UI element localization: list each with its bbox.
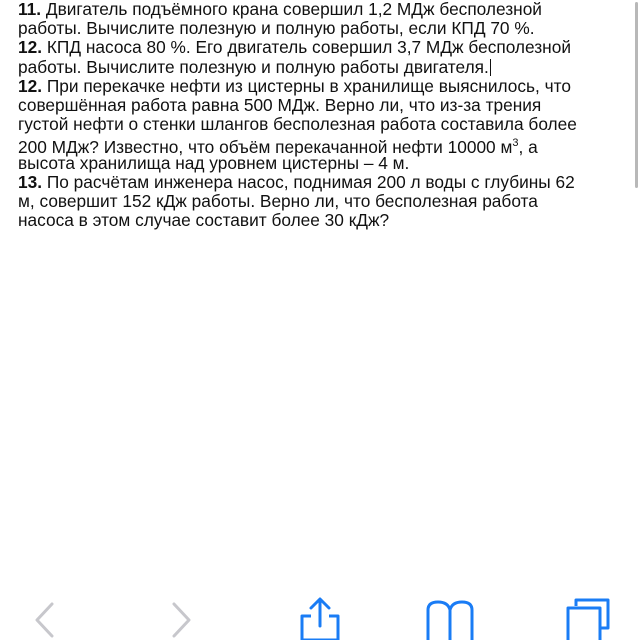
- back-button[interactable]: [22, 594, 66, 640]
- scrollbar[interactable]: [635, 2, 638, 188]
- text-line: [18, 77, 630, 96]
- text-line: [18, 19, 630, 38]
- text-line: [18, 115, 630, 134]
- text-line: [18, 134, 630, 158]
- chevron-left-icon: [22, 594, 66, 640]
- text-line: [18, 211, 630, 230]
- chevron-right-icon: [160, 594, 204, 640]
- line-text: Двигатель подъёмного крана совершил 1,2 МДж бесполезной: [41, 0, 542, 19]
- text-line: [18, 192, 630, 211]
- problem-number: 13.: [18, 171, 43, 192]
- bookmarks-button[interactable]: [420, 594, 480, 640]
- line-text: При перекачке нефти из цистерны в хранилище выяснилось, что: [42, 75, 571, 96]
- line-text: густой нефти о стенки шлангов бесполезная работа составила более: [18, 114, 577, 135]
- line-text: работы. Вычислите полезную и полную работы, если КПД 70 %.: [18, 18, 535, 39]
- share-button[interactable]: [294, 594, 346, 640]
- text-line: [18, 96, 630, 115]
- line-text: 200 МДж? Известно, что объём перекачанной нефти 10000 м: [18, 137, 513, 158]
- text-line: [18, 154, 630, 173]
- share-icon: [294, 594, 346, 640]
- line-text: совершённая работа равна 500 МДж. Верно ли, что из-за трения: [18, 94, 542, 115]
- book-icon: [420, 594, 480, 640]
- line-text: м, совершит 152 кДж работы. Верно ли, что бесполезная работа: [18, 190, 538, 211]
- line-text-tail: , а: [518, 137, 538, 158]
- problem-number: 12.: [18, 75, 43, 96]
- line-text: КПД насоса 80 %. Его двигатель совершил 3,7 МДж бесполезной: [42, 37, 571, 58]
- tabs-icon: [560, 594, 620, 640]
- line-text: насоса в этом случае составит более 30 кДж?: [18, 210, 390, 231]
- superscript: 3: [512, 137, 519, 150]
- line-text: высота хранилища над уровнем цистерны – 4 м.: [18, 152, 410, 173]
- text-line: [18, 173, 630, 192]
- text-line: [18, 58, 630, 77]
- problem-number: 11.: [18, 0, 42, 19]
- line-text: По расчётам инженера насос, поднимая 200 л воды с глубины 62: [42, 171, 575, 192]
- text-line: [18, 38, 630, 57]
- text-line: [18, 0, 630, 19]
- forward-button[interactable]: [160, 594, 204, 640]
- text-cursor: [490, 59, 491, 76]
- tabs-button[interactable]: [560, 594, 620, 640]
- problem-number: 12.: [18, 37, 43, 58]
- line-text: работы. Вычислите полезную и полную работы двигателя.: [18, 56, 489, 77]
- document-text: [18, 0, 630, 230]
- browser-toolbar: [0, 594, 640, 640]
